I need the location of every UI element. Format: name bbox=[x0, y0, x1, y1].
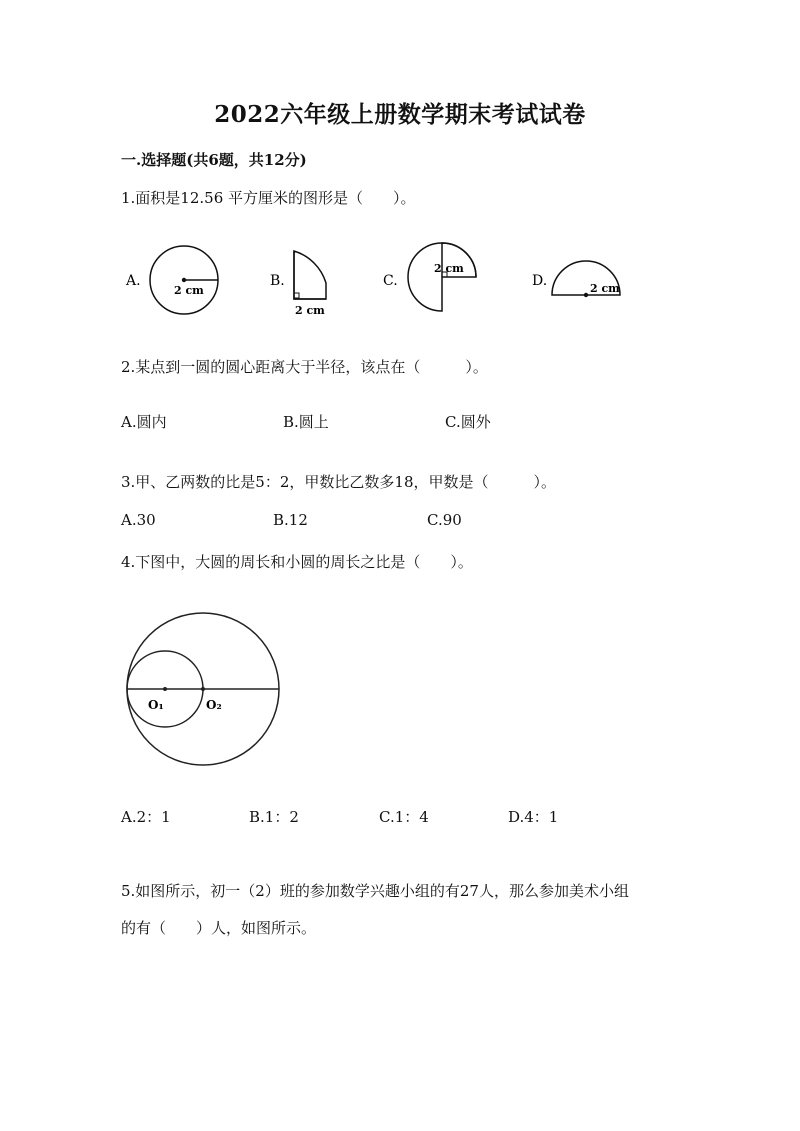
figure-b-radius-label: 2 cm bbox=[295, 304, 325, 317]
center-o2-dot bbox=[201, 687, 205, 691]
figure-b-quarter-circle bbox=[294, 251, 326, 317]
question-2-option-a: A.圆内 bbox=[121, 413, 167, 431]
question-2-option-c: C.圆外 bbox=[445, 413, 491, 431]
question-3-option-c: C.90 bbox=[427, 511, 462, 529]
page-title: 2022六年级上册数学期末考试试卷 bbox=[214, 101, 586, 128]
question-4-option-b: B.1：2 bbox=[249, 808, 299, 826]
figure-a-radius-label: 2 cm bbox=[174, 284, 204, 297]
question-4-figure bbox=[118, 605, 298, 775]
figure-c-label: C. bbox=[383, 273, 398, 289]
question-5-stem-line-1: 5.如图所示，初一（2）班的参加数学兴趣小组的有27人，那么参加美术小组 bbox=[121, 882, 629, 900]
question-2-stem: 2.某点到一圆的圆心距离大于半径，该点在（ ）。 bbox=[121, 358, 488, 376]
center-o2-label: O₂ bbox=[206, 698, 222, 712]
question-3-option-b: B.12 bbox=[273, 511, 308, 529]
question-4-stem: 4.下图中，大圆的周长和小圆的周长之比是（ ）。 bbox=[121, 553, 473, 571]
figure-a-label: A. bbox=[126, 273, 141, 289]
figure-d-semicircle bbox=[552, 261, 620, 297]
figure-d-label: D. bbox=[532, 273, 548, 289]
figure-b-label: B. bbox=[270, 273, 285, 289]
figure-d-radius-label: 2 cm bbox=[590, 282, 620, 295]
figure-c-radius-label: 2 cm bbox=[434, 262, 464, 275]
question-1-figures bbox=[110, 238, 650, 328]
center-o1-dot bbox=[163, 687, 167, 691]
question-5-stem-line-2: 的有（ ）人，如图所示。 bbox=[121, 919, 317, 937]
question-4-option-d: D.4：1 bbox=[508, 808, 559, 826]
question-4-option-a: A.2：1 bbox=[121, 808, 171, 826]
question-1-stem: 1.面积是12.56 平方厘米的图形是（ ）。 bbox=[121, 189, 416, 207]
question-4-option-c: C.1：4 bbox=[379, 808, 429, 826]
section-heading: 一.选择题(共6题，共12分) bbox=[121, 151, 307, 169]
figure-a-full-circle bbox=[150, 246, 218, 314]
question-3-stem: 3.甲、乙两数的比是5：2，甲数比乙数多18，甲数是（ ）。 bbox=[121, 473, 556, 491]
figure-c-three-quarter-circle bbox=[408, 243, 476, 311]
center-o1-label: O₁ bbox=[148, 698, 164, 712]
question-3-option-a: A.30 bbox=[121, 511, 156, 529]
question-2-option-b: B.圆上 bbox=[283, 413, 329, 431]
